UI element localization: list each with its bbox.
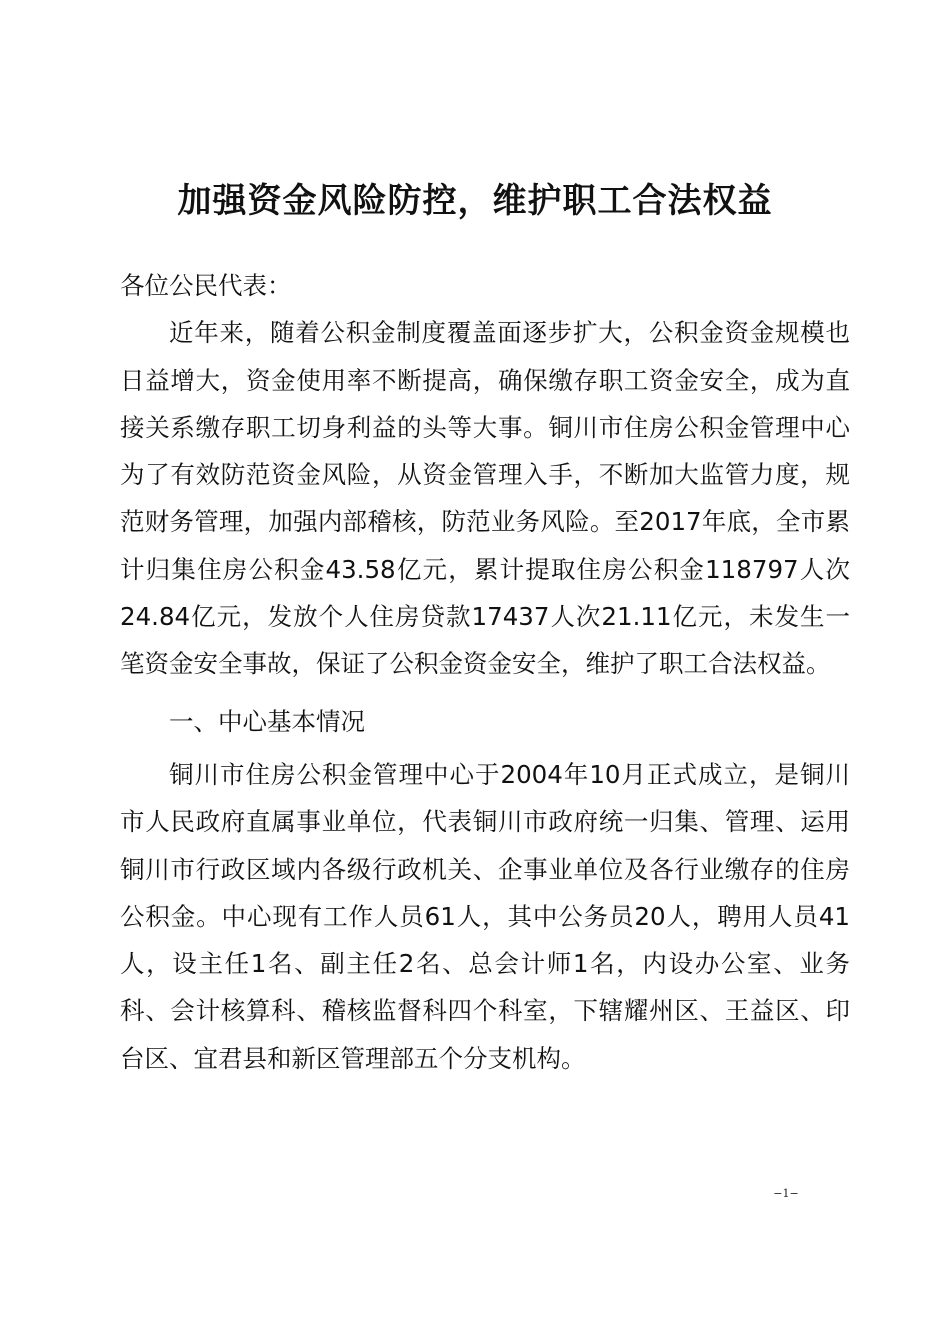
document-title: 加强资金风险防控，维护职工合法权益 bbox=[177, 180, 773, 221]
section-heading: 一、中心基本情况 bbox=[169, 706, 365, 736]
document-body bbox=[120, 262, 850, 1082]
page-number: −1− bbox=[773, 1187, 799, 1200]
salutation: 各位公民代表： bbox=[120, 271, 292, 300]
section-paragraph: 铜川市住房公积金管理中心于2004年10月正式成立，是铜川市人民政府直属事业单位，代表铜川市政府统一归集、管理、运用铜川市行政区域内各级行政机关、企事业单位及各行业缴存的住房公积金。中心现有工作人员61人，其中公务员20人，聘用人员41人，设主任1名、副主任2名、总会计师1名，内设办公室、业务科、会计核算科、稽核监督科四个科室，下辖耀州区、王益区、印台区、宜君县和新区管理部五个分支机构。 bbox=[120, 759, 850, 1073]
intro-paragraph: 近年来，随着公积金制度覆盖面逐步扩大，公积金资金规模也日益增大，资金使用率不断提高，确保缴存职工资金安全，成为直接关系缴存职工切身利益的头等大事。铜川市住房公积金管理中心为了有效防范资金风险，从资金管理入手，不断加大监管力度，规范财务管理，加强内部稽核，防范业务风险。至2017年底，全市累计归集住房公积金43.58亿元，累计提取住房公积金118797人次24.84亿元，发放个人住房贷款17437人次21.11亿元，未发生一笔资金安全事故，保证了公积金资金安全，维护了职工合法权益。 bbox=[120, 318, 850, 679]
